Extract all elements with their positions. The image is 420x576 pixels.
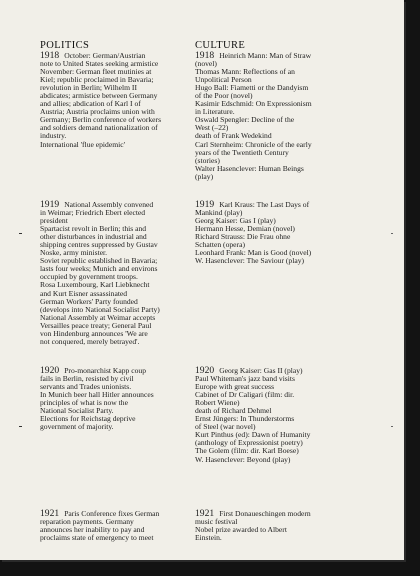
- entry-line: W. Hasenclever: The Saviour (play): [195, 256, 305, 266]
- politics-entry-1918: [40, 52, 198, 149]
- entry-line: The Golem (film: dir. Karl Boese): [195, 446, 299, 456]
- entry-line: International 'flue epidemic': [40, 139, 125, 149]
- entry-line: death of Richard Dehmel: [195, 406, 272, 416]
- culture-entry-1920: [195, 367, 353, 464]
- entry-first-line: [195, 52, 353, 60]
- politics-entry-1920: [40, 367, 198, 431]
- entry-line: and allies; abdication of Karl I of: [40, 99, 141, 109]
- entry-line: music festival: [195, 517, 238, 527]
- entry-line: Europe with great success: [195, 382, 275, 392]
- entry-line: Germany; Berlin conference of workers: [40, 115, 162, 125]
- entry-line: (stories): [195, 155, 220, 165]
- entry-line: Walter Hasenclever: Human Beings: [195, 163, 304, 173]
- entry-line: National Assembly at Weimar accepts: [40, 312, 156, 322]
- entry-line: reparation payments. Germany: [40, 517, 134, 527]
- entry-text: First Donaueschingen modern: [219, 509, 311, 518]
- politics-heading: POLITICS: [40, 40, 90, 51]
- entry-line: Schatten (opera): [195, 240, 245, 250]
- entry-text: National Assembly convened: [64, 200, 154, 209]
- year-label: 1918: [40, 50, 60, 61]
- entry-line: note to United States seeking armistice: [40, 59, 159, 69]
- entry-line: Hermann Hesse, Demian (novel): [195, 224, 295, 234]
- year-label: 1920: [40, 365, 60, 376]
- entry-line: occupied by government troops.: [40, 272, 138, 282]
- entry-line: Elections for Reichstag deprive: [40, 414, 136, 424]
- culture-entry-1919: [195, 201, 353, 265]
- entry-line: other disturbances in industrial and: [40, 232, 147, 242]
- politics-entry-1921: [40, 510, 198, 542]
- entry-line: Carl Sternheim: Chronicle of the early: [195, 139, 312, 149]
- entry-line: announces her inability to pay and: [40, 525, 145, 535]
- entry-line: Versailles peace treaty; General Paul: [40, 320, 152, 330]
- entry-line: West (–22): [195, 123, 229, 133]
- year-label: 1921: [40, 508, 60, 519]
- entry-line: Cabinet of Dr Caligari (film: dir.: [195, 390, 295, 400]
- entry-line: death of Frank Wedekind: [195, 131, 272, 141]
- entry-line: Mankind (play): [195, 208, 243, 218]
- entry-line: von Hindenburg announces 'We are: [40, 328, 148, 338]
- year-label: 1919: [195, 199, 215, 210]
- entry-text: Karl Kraus: The Last Days of: [219, 200, 310, 209]
- entry-line: (novel): [195, 59, 217, 69]
- entry-line: Oswald Spengler: Decline of the: [195, 115, 295, 125]
- entry-line: Georg Kaiser: Gas I (play): [195, 216, 276, 226]
- margin-mark: [19, 426, 22, 427]
- entry-line: Robert Wiene): [195, 398, 240, 408]
- year-label: 1920: [195, 365, 215, 376]
- entry-line: proclaims state of emergency to meet: [40, 533, 154, 543]
- entry-line: government of majority.: [40, 422, 114, 432]
- entry-line: revolution in Berlin; Wilhelm II: [40, 83, 137, 93]
- entry-line: Paul Whiteman's jazz band visits: [195, 374, 295, 384]
- entry-line: Richard Strauss: Die Frau ohne: [195, 232, 291, 242]
- entry-line: Einstein.: [195, 533, 222, 543]
- entry-line: years of the Twentieth Century: [195, 147, 289, 157]
- entry-line: in Weimar; Friedrich Ebert elected: [40, 208, 146, 218]
- entry-text: Paris Conference fixes German: [64, 509, 160, 518]
- entry-line: (anthology of Expressionist poetry): [195, 438, 303, 448]
- entry-line: Spartacist revolt in Berlin; this and: [40, 224, 147, 234]
- edge-mark: [391, 426, 393, 427]
- entry-line: Kasimir Edschmid: On Expressionism: [195, 99, 312, 109]
- entry-line: and soldiers demand nationalization of: [40, 123, 158, 133]
- entry-line: not conquered, merely betrayed'.: [40, 336, 140, 346]
- year-label: 1919: [40, 199, 60, 210]
- entry-line: of the Poor (novel): [195, 91, 253, 101]
- entry-line: industry.: [40, 131, 67, 141]
- entry-text: Pro-monarchist Kapp coup: [64, 366, 147, 375]
- entry-line: Austria; Austria proclaims union with: [40, 107, 155, 117]
- entry-line: In Munich beer hall Hitler announces: [40, 390, 154, 400]
- entry-text: Heinrich Mann: Man of Straw: [219, 51, 312, 60]
- margin-mark: [19, 233, 22, 234]
- entry-line: Hugo Ball: Fiametti or the Dandyism: [195, 83, 309, 93]
- entry-line: Unpolitical Person: [195, 75, 252, 85]
- entry-line: lasts four weeks; Munich and environs: [40, 264, 158, 274]
- entry-line: Noske, army minister.: [40, 248, 108, 258]
- entry-text: October: German/Austrian: [64, 51, 146, 60]
- entry-line: fails in Berlin, resisted by civil: [40, 374, 134, 384]
- edge-mark: [391, 233, 393, 234]
- entry-line: National Socialist Party.: [40, 406, 114, 416]
- entry-line: Kurt Pinthus (ed): Dawn of Humanity: [195, 430, 311, 440]
- entry-text: Georg Kaiser: Gas II (play): [219, 366, 303, 375]
- year-label: 1921: [195, 508, 215, 519]
- entry-line: Rosa Luxembourg, Karl Liebknecht: [40, 280, 150, 290]
- entry-line: of Steel (war novel): [195, 422, 256, 432]
- entry-line: president: [40, 216, 68, 226]
- entry-line: servants and Trades unionists.: [40, 382, 132, 392]
- entry-line: Ernst Jüngers: In Thunderstorms: [195, 414, 295, 424]
- entry-line: Leonhard Frank: Man is Good (novel): [195, 248, 312, 258]
- politics-entry-1919: [40, 201, 198, 346]
- entry-line: November: German fleet mutinies at: [40, 67, 152, 77]
- culture-entry-1921: [195, 510, 353, 542]
- entry-line: abdicates; armistice between Germany: [40, 91, 158, 101]
- entry-line: and Kurt Eisner assassinated: [40, 288, 128, 298]
- entry-line: (play): [195, 171, 214, 181]
- year-label: 1918: [195, 50, 215, 61]
- entry-line: in Literature.: [195, 107, 235, 117]
- entry-line: shipping centres suppressed by Gustav: [40, 240, 158, 250]
- entry-line: Nobel prize awarded to Albert: [195, 525, 287, 535]
- entry-line: Kiel; republic proclaimed in Bavaria;: [40, 75, 154, 85]
- entry-line: Soviet republic established in Bavaria;: [40, 256, 158, 266]
- entry-line: W. Hasenclever: Beyond (play): [195, 454, 291, 464]
- culture-entry-1918: [195, 52, 353, 181]
- entry-line: German Workers' Party founded: [40, 296, 138, 306]
- entry-line: principles of what is now the: [40, 398, 128, 408]
- culture-heading: CULTURE: [195, 40, 246, 51]
- entry-line: (develops into National Socialist Party): [40, 304, 160, 314]
- entry-line: Thomas Mann: Reflections of an: [195, 67, 295, 77]
